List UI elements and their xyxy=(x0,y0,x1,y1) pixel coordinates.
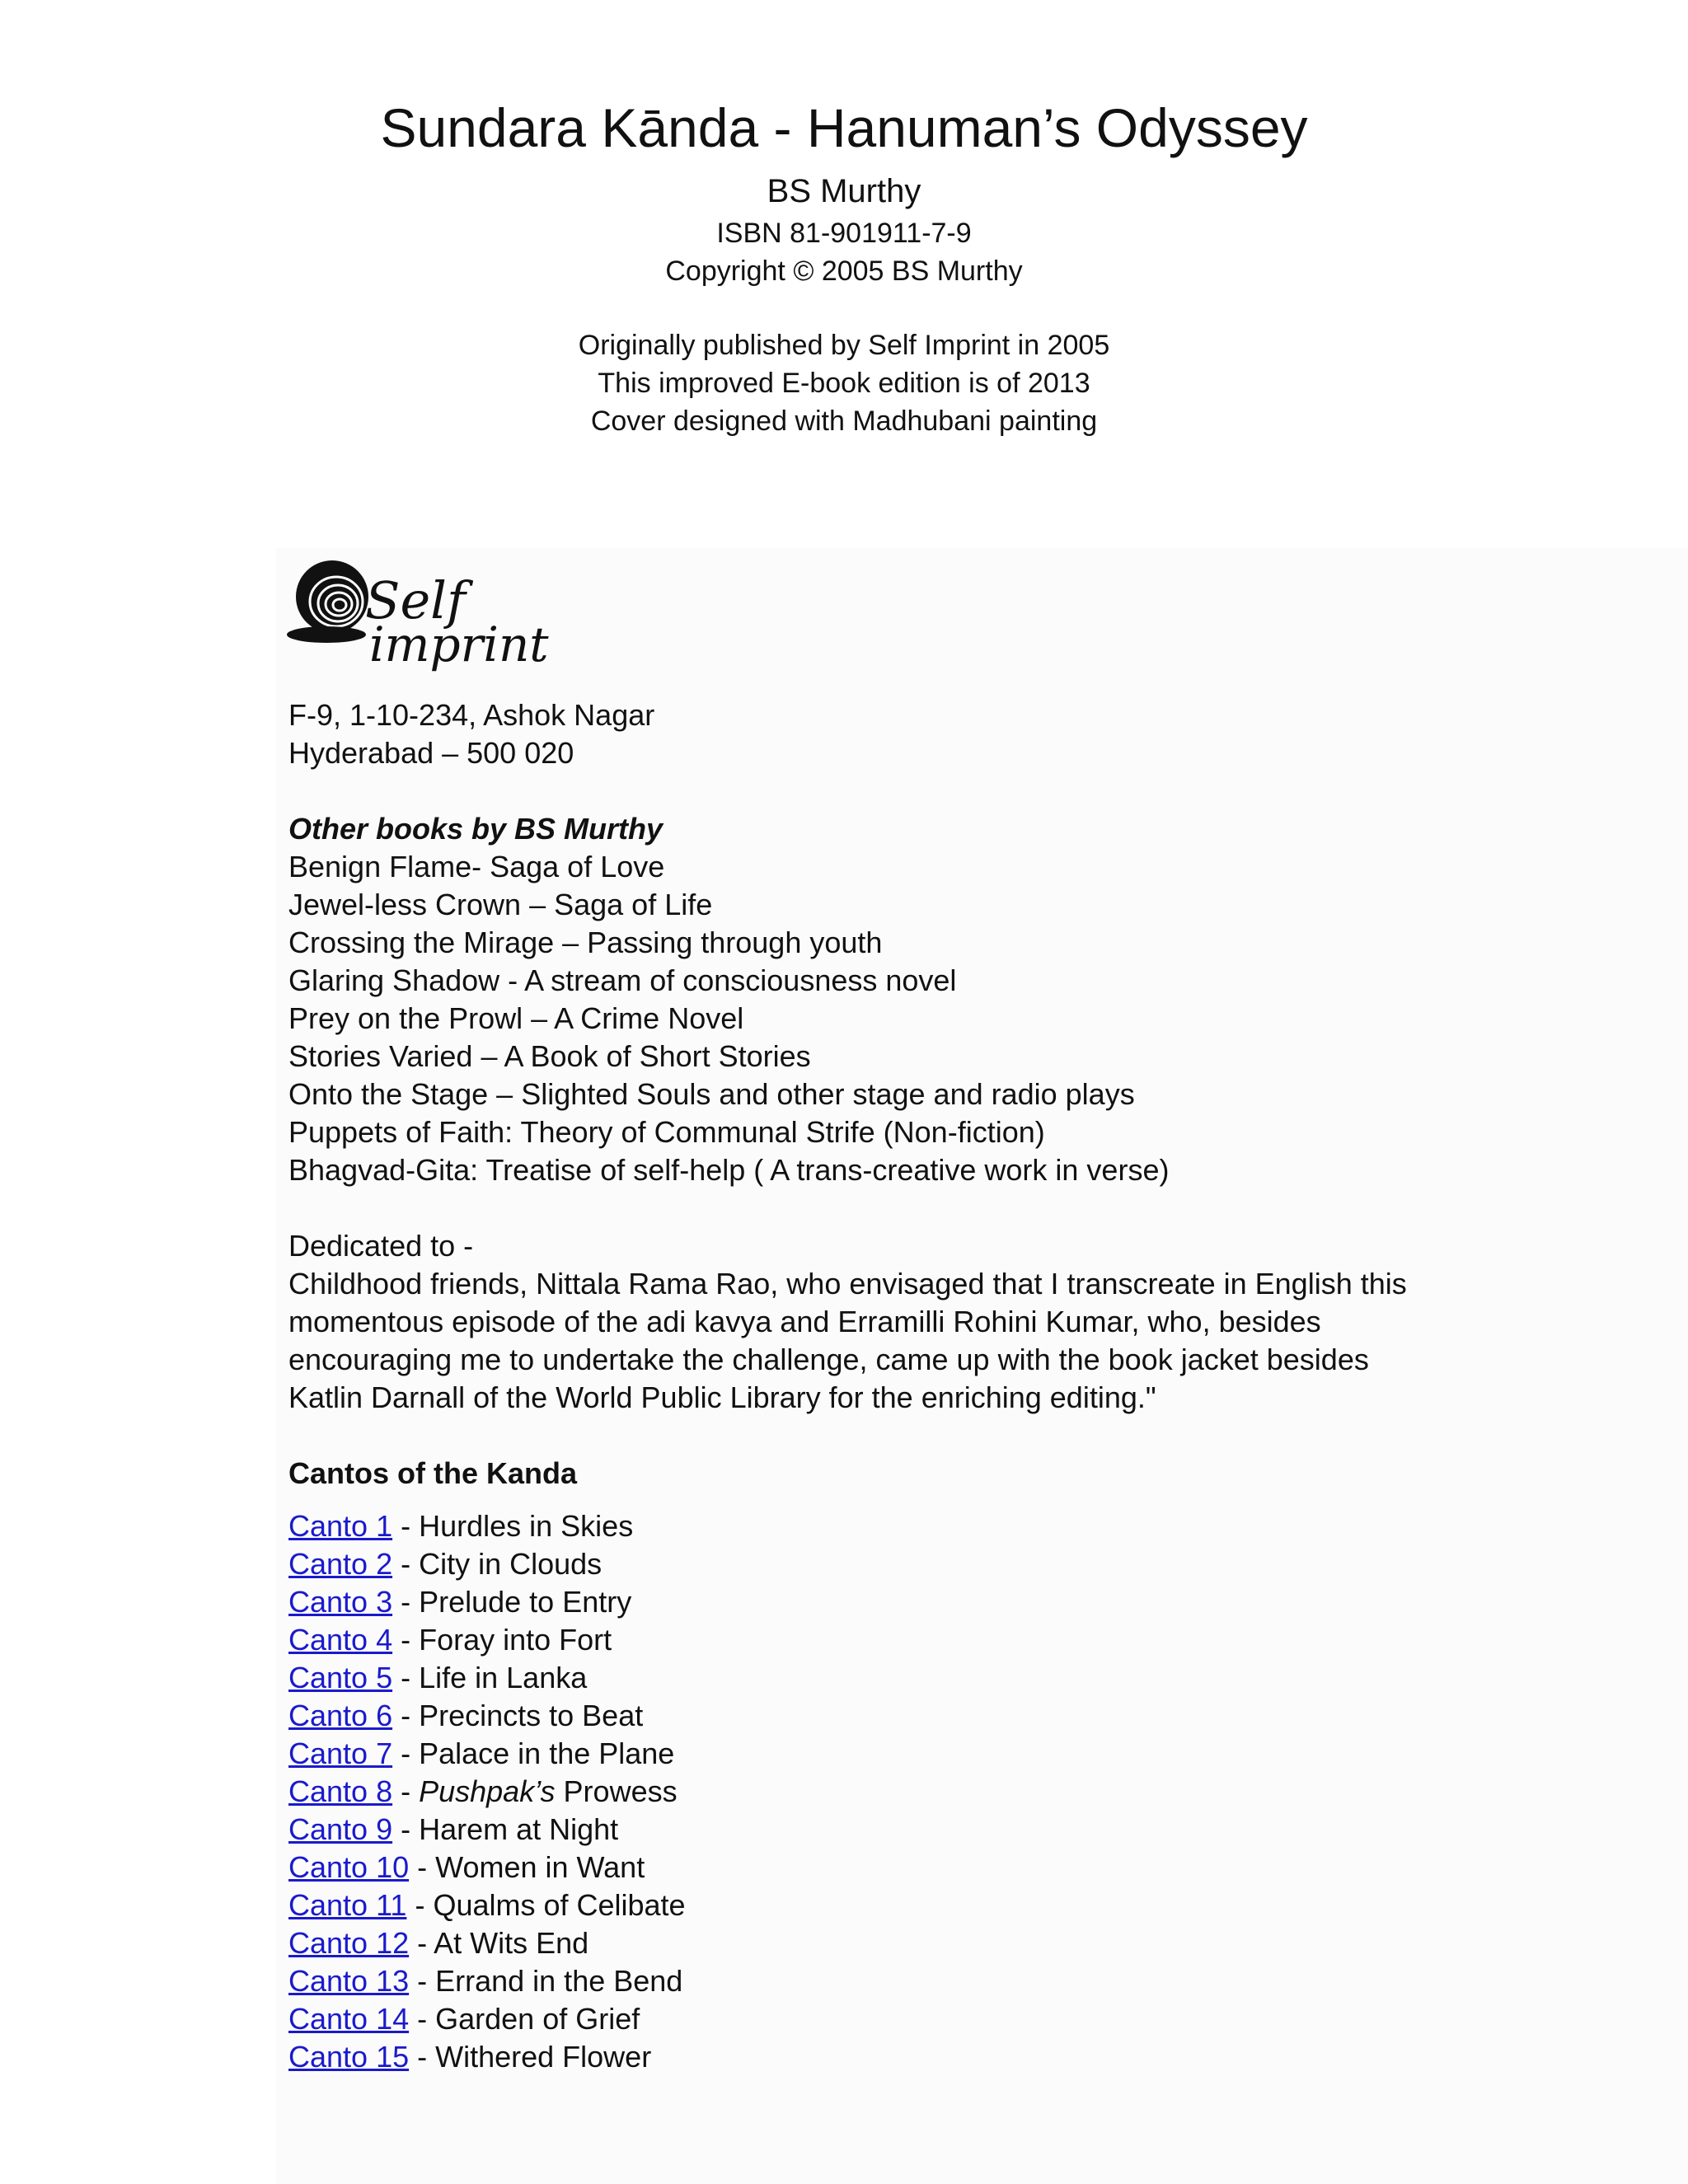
canto-link[interactable]: Canto 2 xyxy=(288,1547,393,1581)
publication-line: This improved E-book edition is of 2013 xyxy=(598,368,1090,399)
canto-item xyxy=(288,1962,1607,2000)
canto-title: Prowess xyxy=(555,1774,678,1808)
other-books-list xyxy=(288,848,1607,1189)
canto-item xyxy=(288,1849,1607,1886)
canto-title: At Wits End xyxy=(434,1926,589,1960)
list-item: Bhagvad-Gita: Treatise of self-help ( A trans-creative work in verse) xyxy=(288,1153,1170,1187)
canto-title: Hurdles in Skies xyxy=(419,1509,634,1543)
canto-separator: - xyxy=(406,1888,434,1922)
canto-link[interactable]: Canto 6 xyxy=(288,1699,393,1732)
canto-item xyxy=(288,1773,1607,1811)
isbn: ISBN 81-901911-7-9 xyxy=(716,218,972,249)
list-item: Prey on the Prowl – A Crime Novel xyxy=(288,1001,744,1035)
canto-item xyxy=(288,1886,1607,1924)
publication-info xyxy=(0,326,1688,440)
logo-word: imprint xyxy=(369,616,549,673)
canto-link[interactable]: Canto 15 xyxy=(288,2040,410,2074)
canto-link[interactable]: Canto 8 xyxy=(288,1774,393,1808)
canto-link[interactable]: Canto 10 xyxy=(288,1850,410,1884)
canto-separator: - xyxy=(392,1699,420,1732)
canto-title: Prelude to Entry xyxy=(419,1585,632,1619)
canto-link[interactable]: Canto 14 xyxy=(288,2002,410,2036)
canto-separator: - xyxy=(409,1926,434,1960)
canto-title: Women in Want xyxy=(435,1850,645,1884)
list-item: Puppets of Faith: Theory of Communal Strife (Non-fiction) xyxy=(288,1115,1045,1149)
canto-link[interactable]: Canto 1 xyxy=(288,1509,393,1543)
canto-item xyxy=(288,1545,1607,1583)
canto-item xyxy=(288,1583,1607,1621)
canto-title: Harem at Night xyxy=(419,1812,619,1846)
canto-item xyxy=(288,1621,1607,1659)
canto-title: Garden of Grief xyxy=(435,2002,640,2036)
publication-line: Cover designed with Madhubani painting xyxy=(590,405,1098,437)
book-title: Sundara Kānda - Hanuman’s Odyssey xyxy=(380,97,1308,158)
list-item: Crossing the Mirage – Passing through youth xyxy=(288,926,883,959)
list-item: Benign Flame- Saga of Love xyxy=(288,850,665,883)
canto-link[interactable]: Canto 11 xyxy=(288,1888,407,1922)
dedication-line: momentous episode of the adi kavya and Erramilli Rohini Kumar, who, besides xyxy=(288,1305,1321,1338)
canto-item xyxy=(288,1735,1607,1773)
list-item: Jewel-less Crown – Saga of Life xyxy=(288,888,713,921)
cantos-heading: Cantos of the Kanda xyxy=(288,1456,578,1490)
canto-item xyxy=(288,1659,1607,1697)
list-item: Stories Varied – A Book of Short Stories xyxy=(288,1039,811,1073)
canto-title: Foray into Fort xyxy=(419,1623,612,1657)
publication-line: Originally published by Self Imprint in 2005 xyxy=(578,330,1110,361)
canto-link[interactable]: Canto 3 xyxy=(288,1585,393,1619)
canto-separator: - xyxy=(409,2002,436,2036)
address-line: Hyderabad – 500 020 xyxy=(288,736,574,770)
self-imprint-logo xyxy=(287,554,549,694)
canto-separator: - xyxy=(392,1509,420,1543)
canto-separator: - xyxy=(392,1585,420,1619)
canto-title: Errand in the Bend xyxy=(435,1964,683,1998)
canto-separator: - xyxy=(409,2040,436,2074)
dedication-line: encouraging me to undertake the challenge, came up with the book jacket besides xyxy=(288,1343,1369,1376)
canto-separator: - xyxy=(409,1850,436,1884)
dedication-line: Childhood friends, Nittala Rama Rao, who envisaged that I transcreate in English this xyxy=(288,1267,1407,1301)
canto-title: Life in Lanka xyxy=(419,1661,588,1694)
canto-separator: - xyxy=(392,1623,420,1657)
cantos-list xyxy=(288,1507,1607,2076)
canto-title: Withered Flower xyxy=(435,2040,652,2074)
canto-item xyxy=(288,1811,1607,1849)
canto-separator: - xyxy=(392,1661,420,1694)
canto-separator: - xyxy=(392,1774,420,1808)
canto-item xyxy=(288,2038,1607,2076)
fingerprint-icon xyxy=(287,554,377,661)
canto-separator: - xyxy=(409,1964,436,1998)
canto-link[interactable]: Canto 7 xyxy=(288,1736,393,1770)
list-item: Onto the Stage – Slighted Souls and other stage and radio plays xyxy=(288,1077,1135,1111)
canto-link[interactable]: Canto 9 xyxy=(288,1812,393,1846)
author-name: BS Murthy xyxy=(767,173,921,209)
canto-separator: - xyxy=(392,1736,420,1770)
dedication-heading: Dedicated to - xyxy=(288,1229,474,1263)
list-item: Glaring Shadow - A stream of consciousness novel xyxy=(288,963,957,997)
main-content xyxy=(288,696,1607,2076)
canto-title: Palace in the Plane xyxy=(419,1736,675,1770)
title-block xyxy=(0,91,1688,440)
canto-separator: - xyxy=(392,1812,420,1846)
canto-link[interactable]: Canto 13 xyxy=(288,1964,410,1998)
canto-link[interactable]: Canto 5 xyxy=(288,1661,393,1694)
canto-item xyxy=(288,1697,1607,1735)
copyright: Copyright © 2005 BS Murthy xyxy=(665,255,1023,287)
other-books-heading: Other books by BS Murthy xyxy=(288,812,663,846)
canto-title: Precincts to Beat xyxy=(419,1699,644,1732)
canto-item xyxy=(288,1924,1607,1962)
canto-separator: - xyxy=(392,1547,420,1581)
canto-title-italic: Pushpak’s xyxy=(419,1774,556,1808)
canto-title: City in Clouds xyxy=(419,1547,603,1581)
logo-word: Self xyxy=(365,570,466,630)
address-line: F-9, 1-10-234, Ashok Nagar xyxy=(288,698,655,732)
canto-link[interactable]: Canto 4 xyxy=(288,1623,393,1657)
canto-title: Qualms of Celibate xyxy=(433,1888,686,1922)
canto-item xyxy=(288,2000,1607,2038)
canto-item xyxy=(288,1507,1607,1545)
dedication-text xyxy=(288,1265,1607,1417)
dedication-line: Katlin Darnall of the World Public Library for the enriching editing." xyxy=(288,1380,1156,1414)
canto-link[interactable]: Canto 12 xyxy=(288,1926,410,1960)
